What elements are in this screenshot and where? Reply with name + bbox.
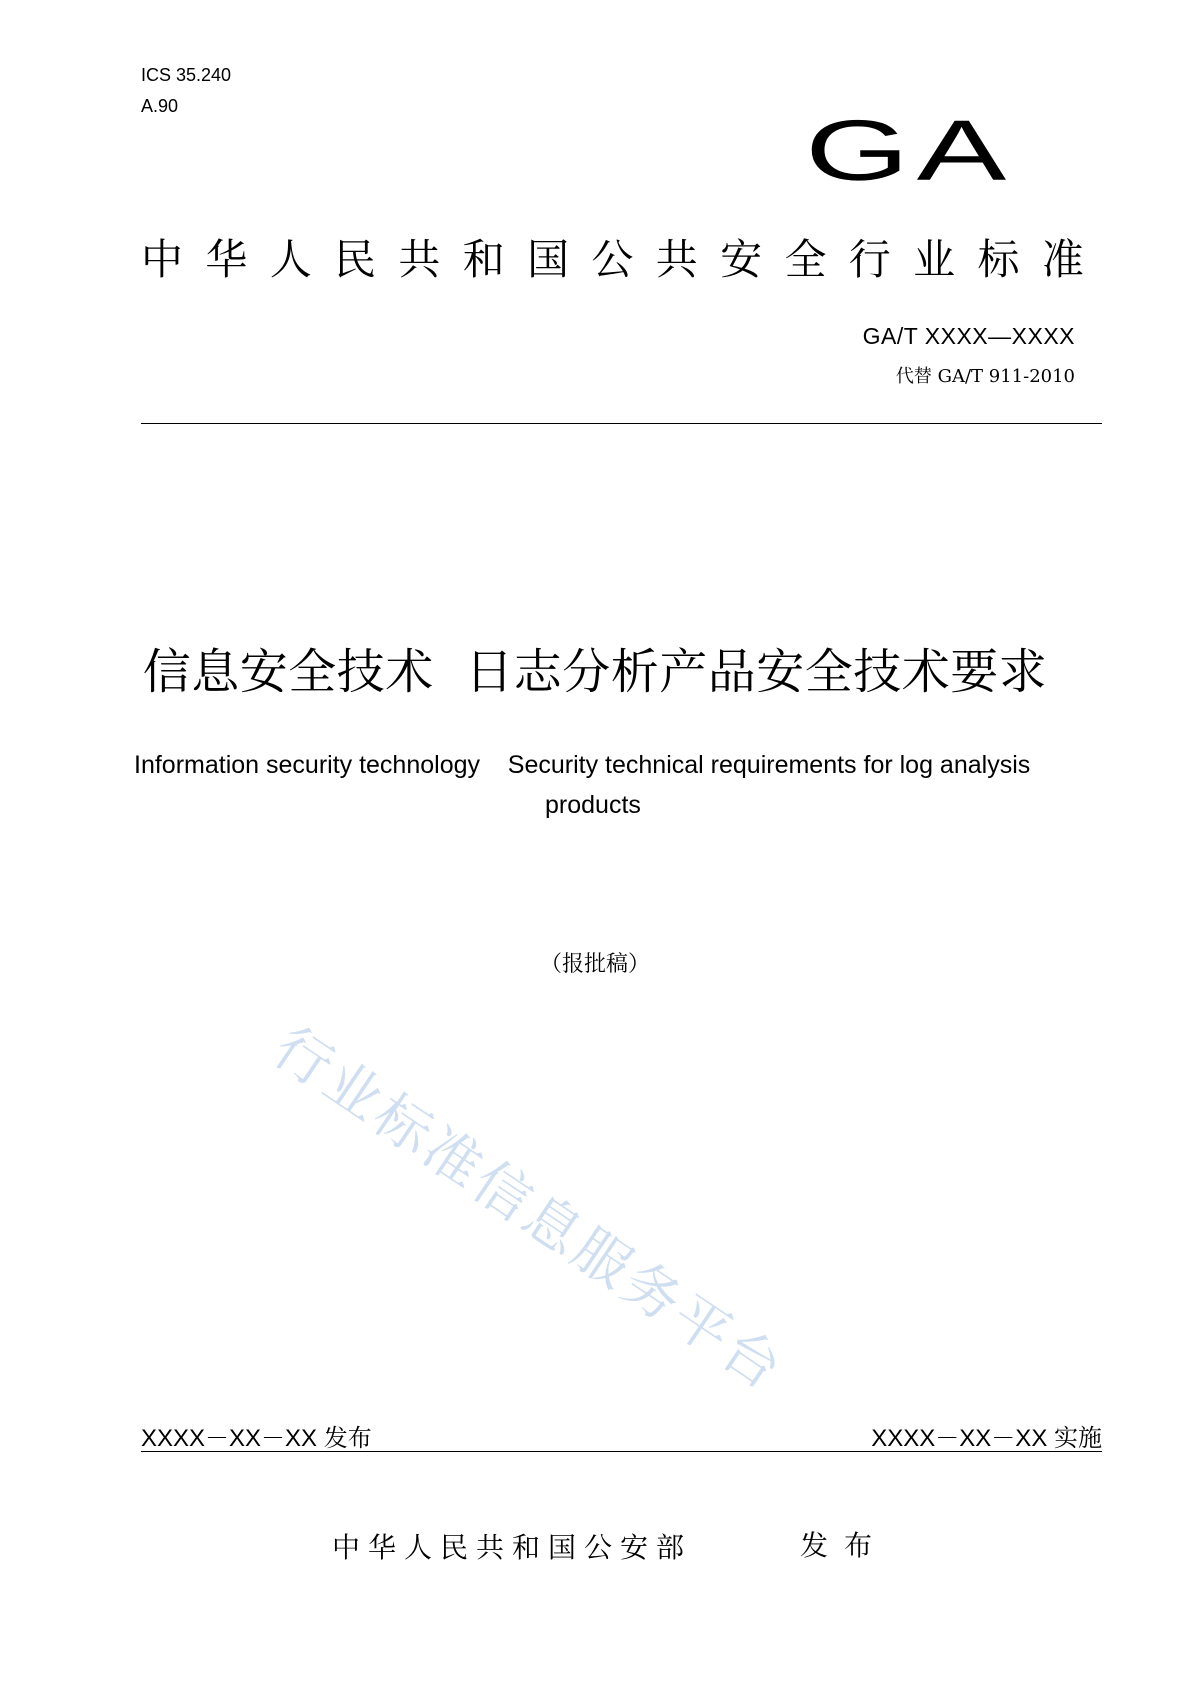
organization-title-char: 业	[913, 235, 956, 284]
classification-codes	[141, 60, 231, 122]
organization-title-char: 华	[205, 235, 248, 284]
ics-code: ICS 35.240	[141, 65, 232, 85]
organization-title-char: 准	[1041, 235, 1084, 284]
english-title	[134, 745, 1074, 825]
publisher: 中华人民共和国公安部	[332, 1531, 693, 1564]
organization-title-char: 中	[141, 235, 184, 284]
published-label: 发布	[800, 1529, 889, 1562]
english-title-line2: products	[545, 791, 641, 819]
english-title-line1: Information security technology Security technical requirements for log analysis	[134, 751, 1031, 779]
draft-status: （报批稿）	[539, 952, 650, 977]
bottom-divider	[141, 1451, 1102, 1452]
implementation-date: XXXX－XX－XX 实施	[871, 1425, 1102, 1452]
organization-title-char: 全	[784, 235, 827, 284]
organization-title-char: 国	[527, 235, 570, 284]
ga-logo: GA	[805, 102, 1014, 199]
organization-title-char: 和	[462, 235, 505, 284]
organization-title-char: 行	[848, 235, 891, 284]
standard-number: GA/T XXXX—XXXX	[862, 323, 1075, 349]
organization-title-char: 共	[398, 235, 441, 284]
organization-title-char: 民	[334, 235, 377, 284]
organization-title-char: 安	[720, 235, 763, 284]
organization-title-char: 公	[591, 235, 634, 284]
organization-title	[141, 232, 1084, 288]
replaces-standard: 代替 GA/T 911-2010	[895, 366, 1075, 387]
top-divider	[141, 423, 1102, 424]
ccs-code: A.90	[141, 96, 179, 116]
organization-title-char: 共	[655, 235, 698, 284]
chinese-title: 信息安全技术 日志分析产品安全技术要求	[142, 644, 1048, 700]
watermark-text: 行业标准信息服务平台	[261, 1014, 796, 1405]
organization-title-char: 人	[269, 235, 312, 284]
release-date: XXXX－XX－XX 发布	[141, 1425, 372, 1452]
organization-title-char: 标	[977, 235, 1020, 284]
